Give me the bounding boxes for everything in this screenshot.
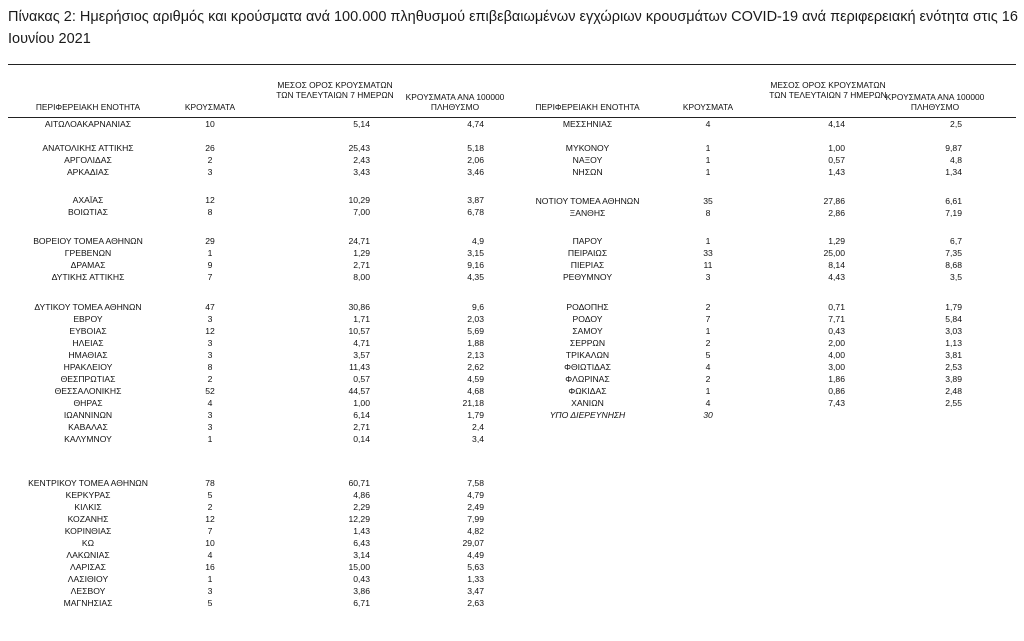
header-per100k-right: ΚΡΟΥΣΜΑΤΑ ΑΝΑ 100000 ΠΛΗΘΥΣΜΟ [885, 92, 985, 112]
region-cell: ΘΗΡΑΣ [73, 398, 103, 408]
region-cell: ΜΥΚΟΝΟΥ [565, 143, 610, 153]
cases-cell: 5 [705, 350, 711, 360]
per100k-cell: 5,63 [467, 562, 484, 572]
avg7-cell: 8,14 [828, 260, 845, 270]
region-cell: ΑΡΓΟΛΙΔΑΣ [64, 155, 112, 165]
per100k-cell: 2,62 [467, 362, 484, 372]
region-cell: ΚΑΒΑΛΑΣ [68, 422, 108, 432]
region-cell: ΚΙΛΚΙΣ [74, 502, 102, 512]
avg7-cell: 3,14 [353, 550, 370, 560]
cases-cell: 2 [207, 374, 213, 384]
per100k-cell: 21,18 [462, 398, 484, 408]
per100k-cell: 4,9 [472, 236, 484, 246]
cases-cell: 29 [205, 236, 215, 246]
cases-cell: 35 [703, 196, 713, 206]
cases-cell: 4 [207, 398, 213, 408]
region-cell: ΠΑΡΟΥ [572, 236, 603, 246]
avg7-cell: 12,29 [348, 514, 370, 524]
region-cell: ΕΒΡΟΥ [73, 314, 103, 324]
header-per100k-left: ΚΡΟΥΣΜΑΤΑ ΑΝΑ 100000 ΠΛΗΘΥΣΜΟ [405, 92, 505, 112]
per100k-cell: 3,03 [945, 326, 962, 336]
per100k-cell: 3,5 [950, 272, 962, 282]
per100k-cell: 9,16 [467, 260, 484, 270]
cases-cell: 47 [205, 302, 215, 312]
region-cell: ΑΙΤΩΛΟΑΚΑΡΝΑΝΙΑΣ [44, 119, 132, 129]
cases-cell: 1 [207, 248, 213, 258]
header-region-left: ΠΕΡΙΦΕΡΕΙΑΚΗ ΕΝΟΤΗΤΑ [35, 102, 141, 112]
per100k-cell: 1,33 [467, 574, 484, 584]
per100k-cell: 3,15 [467, 248, 484, 258]
region-cell: ΞΑΝΘΗΣ [569, 208, 606, 218]
per100k-cell: 8,68 [945, 260, 962, 270]
cases-cell: 9 [207, 260, 213, 270]
region-cell: ΑΧΑΪΑΣ [72, 195, 104, 205]
avg7-cell: 0,14 [353, 434, 370, 444]
avg7-cell: 3,86 [353, 586, 370, 596]
avg7-cell: 2,43 [353, 155, 370, 165]
per100k-cell: 2,4 [472, 422, 484, 432]
avg7-cell: 6,14 [353, 410, 370, 420]
region-cell: ΚΕΝΤΡΙΚΟΥ ΤΟΜΕΑ ΑΘΗΝΩΝ [28, 478, 148, 488]
per100k-cell: 4,82 [467, 526, 484, 536]
per100k-cell: 2,03 [467, 314, 484, 324]
per100k-cell: 1,79 [945, 302, 962, 312]
per100k-cell: 2,13 [467, 350, 484, 360]
per100k-cell: 6,78 [467, 207, 484, 217]
per100k-cell: 6,61 [945, 196, 962, 206]
avg7-cell: 1,29 [828, 236, 845, 246]
per100k-cell: 9,87 [945, 143, 962, 153]
per100k-cell: 4,68 [467, 386, 484, 396]
avg7-cell: 4,71 [353, 338, 370, 348]
cases-cell: 1 [705, 143, 711, 153]
avg7-cell: 25,43 [348, 143, 370, 153]
region-cell: ΔΥΤΙΚΗΣ ΑΤΤΙΚΗΣ [51, 272, 125, 282]
header-avg7-left: ΜΕΣΟΣ ΟΡΟΣ ΚΡΟΥΣΜΑΤΩΝ ΤΩΝ ΤΕΛΕΥΤΑΙΩΝ 7 ΗΜΕΡΩΝ [276, 80, 394, 100]
region-cell: ΛΑΚΩΝΙΑΣ [66, 550, 110, 560]
cases-cell: 3 [207, 410, 213, 420]
avg7-cell: 24,71 [348, 236, 370, 246]
cases-cell: 78 [205, 478, 215, 488]
region-cell: ΑΝΑΤΟΛΙΚΗΣ ΑΤΤΙΚΗΣ [42, 143, 134, 153]
region-cell: ΝΗΣΩΝ [572, 167, 603, 177]
region-cell: ΙΩΑΝΝΙΝΩΝ [63, 410, 113, 420]
avg7-cell: 4,86 [353, 490, 370, 500]
avg7-cell: 1,00 [353, 398, 370, 408]
region-cell: ΔΥΤΙΚΟΥ ΤΟΜΕΑ ΑΘΗΝΩΝ [34, 302, 142, 312]
cases-cell: 7 [207, 526, 213, 536]
region-cell: ΝΟΤΙΟΥ ΤΟΜΕΑ ΑΘΗΝΩΝ [535, 196, 640, 206]
cases-cell: 12 [205, 326, 215, 336]
region-cell: ΒΟΡΕΙΟΥ ΤΟΜΕΑ ΑΘΗΝΩΝ [33, 236, 143, 246]
cases-cell: 7 [207, 272, 213, 282]
avg7-cell: 60,71 [348, 478, 370, 488]
avg7-cell: 6,43 [353, 538, 370, 548]
cases-cell: 3 [207, 314, 213, 324]
per100k-cell: 5,84 [945, 314, 962, 324]
region-cell: ΠΕΙΡΑΙΩΣ [567, 248, 608, 258]
per100k-cell: 3,87 [467, 195, 484, 205]
avg7-cell: 30,86 [348, 302, 370, 312]
cases-cell: 1 [207, 574, 213, 584]
cases-cell: 3 [207, 586, 213, 596]
per100k-cell: 7,99 [467, 514, 484, 524]
cases-cell: 8 [207, 207, 213, 217]
avg7-cell: 2,71 [353, 422, 370, 432]
avg7-cell: 7,71 [828, 314, 845, 324]
cases-cell: 3 [705, 272, 711, 282]
avg7-cell: 10,57 [348, 326, 370, 336]
per100k-cell: 4,49 [467, 550, 484, 560]
cases-cell: 52 [205, 386, 215, 396]
per100k-cell: 2,06 [467, 155, 484, 165]
region-cell: ΗΛΕΙΑΣ [72, 338, 104, 348]
per100k-cell: 4,79 [467, 490, 484, 500]
region-cell: ΠΙΕΡΙΑΣ [570, 260, 605, 270]
region-cell: ΑΡΚΑΔΙΑΣ [66, 167, 110, 177]
per100k-cell: 7,19 [945, 208, 962, 218]
header-cases-right: ΚΡΟΥΣΜΑΤΑ [682, 102, 734, 112]
avg7-cell: 0,86 [828, 386, 845, 396]
avg7-cell: 2,29 [353, 502, 370, 512]
header-cases-left: ΚΡΟΥΣΜΑΤΑ [184, 102, 236, 112]
per100k-cell: 5,18 [467, 143, 484, 153]
cases-cell: 4 [207, 550, 213, 560]
avg7-cell: 10,29 [348, 195, 370, 205]
cases-cell: 1 [705, 386, 711, 396]
region-cell: ΚΑΛΥΜΝΟΥ [64, 434, 112, 444]
per100k-cell: 9,6 [472, 302, 484, 312]
cases-cell: 5 [207, 598, 213, 608]
avg7-cell: 4,00 [828, 350, 845, 360]
region-cell: ΛΕΣΒΟΥ [70, 586, 106, 596]
per100k-cell: 4,74 [467, 119, 484, 129]
cases-cell: 7 [705, 314, 711, 324]
table-caption: Πίνακας 2: Ημερήσιος αριθμός και κρούσματα ανά 100.000 πληθυσμού επιβεβαιωμένων εγχώριων κρουσμάτων COVID-19 ανά περιφερειακή ενότητα στις 16 Ιουνίου 2021 [8, 9, 1018, 47]
avg7-cell: 2,71 [353, 260, 370, 270]
cases-cell: 2 [705, 338, 711, 348]
cases-cell: 8 [705, 208, 711, 218]
cases-cell: 16 [205, 562, 215, 572]
header-avg7-right: ΜΕΣΟΣ ΟΡΟΣ ΚΡΟΥΣΜΑΤΩΝ ΤΩΝ ΤΕΛΕΥΤΑΙΩΝ 7 ΗΜΕΡΩΝ [769, 80, 887, 100]
avg7-cell: 0,71 [828, 302, 845, 312]
per100k-cell: 4,35 [467, 272, 484, 282]
avg7-cell: 0,43 [828, 326, 845, 336]
region-cell: ΘΕΣΣΑΛΟΝΙΚΗΣ [54, 386, 122, 396]
cases-cell: 3 [207, 167, 213, 177]
avg7-cell: 4,14 [828, 119, 845, 129]
cases-cell: 10 [205, 119, 215, 129]
region-cell: ΗΜΑΘΙΑΣ [68, 350, 108, 360]
avg7-cell: 2,86 [828, 208, 845, 218]
cases-cell: 12 [205, 195, 215, 205]
avg7-cell: 1,71 [353, 314, 370, 324]
region-cell: ΚΕΡΚΥΡΑΣ [65, 490, 111, 500]
cases-cell: 1 [705, 236, 711, 246]
per100k-cell: 3,4 [472, 434, 484, 444]
cases-cell: 10 [205, 538, 215, 548]
region-cell: ΛΑΡΙΣΑΣ [70, 562, 106, 572]
region-cell: ΒΟΙΩΤΙΑΣ [68, 207, 108, 217]
avg7-cell: 1,29 [353, 248, 370, 258]
region-cell: ΤΡΙΚΑΛΩΝ [565, 350, 610, 360]
region-cell: ΗΡΑΚΛΕΙΟΥ [63, 362, 113, 372]
per100k-cell: 3,46 [467, 167, 484, 177]
region-cell: ΥΠΟ ΔΙΕΡΕΥΝΗΣΗ [549, 410, 626, 420]
avg7-cell: 8,00 [353, 272, 370, 282]
top-rule [8, 64, 1016, 65]
cases-cell: 1 [705, 326, 711, 336]
cases-cell: 4 [705, 362, 711, 372]
per100k-cell: 2,53 [945, 362, 962, 372]
per100k-cell: 3,81 [945, 350, 962, 360]
avg7-cell: 15,00 [348, 562, 370, 572]
region-cell: ΦΘΙΩΤΙΔΑΣ [564, 362, 611, 372]
region-cell: ΡΕΘΥΜΝΟΥ [562, 272, 613, 282]
per100k-cell: 3,47 [467, 586, 484, 596]
cases-cell: 3 [207, 422, 213, 432]
avg7-cell: 0,57 [353, 374, 370, 384]
cases-cell: 2 [705, 374, 711, 384]
cases-cell: 8 [207, 362, 213, 372]
cases-cell: 2 [705, 302, 711, 312]
region-cell: ΦΩΚΙΔΑΣ [568, 386, 607, 396]
avg7-cell: 1,00 [828, 143, 845, 153]
per100k-cell: 2,63 [467, 598, 484, 608]
cases-cell: 12 [205, 514, 215, 524]
cases-cell: 2 [207, 502, 213, 512]
cases-cell: 4 [705, 119, 711, 129]
per100k-cell: 5,69 [467, 326, 484, 336]
cases-cell: 26 [205, 143, 215, 153]
header-region-right: ΠΕΡΙΦΕΡΕΙΑΚΗ ΕΝΟΤΗΤΑ [535, 102, 640, 112]
avg7-cell: 6,71 [353, 598, 370, 608]
cases-cell: 1 [705, 155, 711, 165]
per100k-cell: 2,5 [950, 119, 962, 129]
per100k-cell: 2,55 [945, 398, 962, 408]
region-cell: ΡΟΔΟΠΗΣ [566, 302, 609, 312]
avg7-cell: 27,86 [823, 196, 845, 206]
per100k-cell: 1,79 [467, 410, 484, 420]
region-cell: ΦΛΩΡΙΝΑΣ [565, 374, 610, 384]
per100k-cell: 2,48 [945, 386, 962, 396]
cases-cell: 3 [207, 350, 213, 360]
region-cell: ΚΟΖΑΝΗΣ [67, 514, 109, 524]
avg7-cell: 4,43 [828, 272, 845, 282]
avg7-cell: 44,57 [348, 386, 370, 396]
avg7-cell: 5,14 [353, 119, 370, 129]
region-cell: ΚΟΡΙΝΘΙΑΣ [64, 526, 112, 536]
per100k-cell: 3,89 [945, 374, 962, 384]
per100k-cell: 1,13 [945, 338, 962, 348]
avg7-cell: 0,43 [353, 574, 370, 584]
cases-cell: 1 [207, 434, 213, 444]
region-cell: ΣΕΡΡΩΝ [569, 338, 606, 348]
avg7-cell: 7,00 [353, 207, 370, 217]
region-cell: ΕΥΒΟΙΑΣ [69, 326, 107, 336]
avg7-cell: 1,43 [828, 167, 845, 177]
avg7-cell: 2,00 [828, 338, 845, 348]
cases-cell: 3 [207, 338, 213, 348]
per100k-cell: 1,88 [467, 338, 484, 348]
avg7-cell: 1,86 [828, 374, 845, 384]
region-cell: ΜΑΓΝΗΣΙΑΣ [63, 598, 113, 608]
region-cell: ΡΟΔΟΥ [572, 314, 603, 324]
cases-cell: 1 [705, 167, 711, 177]
per100k-cell: 29,07 [462, 538, 484, 548]
avg7-cell: 3,00 [828, 362, 845, 372]
region-cell: ΧΑΝΙΩΝ [571, 398, 604, 408]
region-cell: ΛΑΣΙΘΙΟΥ [67, 574, 109, 584]
region-cell: ΣΑΜΟΥ [572, 326, 603, 336]
per100k-cell: 2,49 [467, 502, 484, 512]
per100k-cell: 6,7 [950, 236, 962, 246]
cases-cell: 2 [207, 155, 213, 165]
cases-cell: 5 [207, 490, 213, 500]
per100k-cell: 7,35 [945, 248, 962, 258]
avg7-cell: 1,43 [353, 526, 370, 536]
cases-cell: 30 [703, 410, 713, 420]
avg7-cell: 3,57 [353, 350, 370, 360]
region-cell: ΝΑΞΟΥ [572, 155, 603, 165]
region-cell: ΚΩ [81, 538, 95, 548]
per100k-cell: 4,8 [950, 155, 962, 165]
avg7-cell: 0,57 [828, 155, 845, 165]
region-cell: ΘΕΣΠΡΩΤΙΑΣ [60, 374, 116, 384]
region-cell: ΓΡΕΒΕΝΩΝ [64, 248, 112, 258]
avg7-cell: 7,43 [828, 398, 845, 408]
region-cell: ΜΕΣΣΗΝΙΑΣ [562, 119, 613, 129]
cases-cell: 11 [703, 260, 713, 270]
avg7-cell: 11,43 [349, 362, 370, 372]
per100k-cell: 1,34 [945, 167, 962, 177]
cases-cell: 4 [705, 398, 711, 408]
region-cell: ΔΡΑΜΑΣ [70, 260, 106, 270]
per100k-cell: 7,58 [467, 478, 484, 488]
avg7-cell: 25,00 [823, 248, 845, 258]
avg7-cell: 3,43 [353, 167, 370, 177]
per100k-cell: 4,59 [467, 374, 484, 384]
cases-cell: 33 [703, 248, 713, 258]
